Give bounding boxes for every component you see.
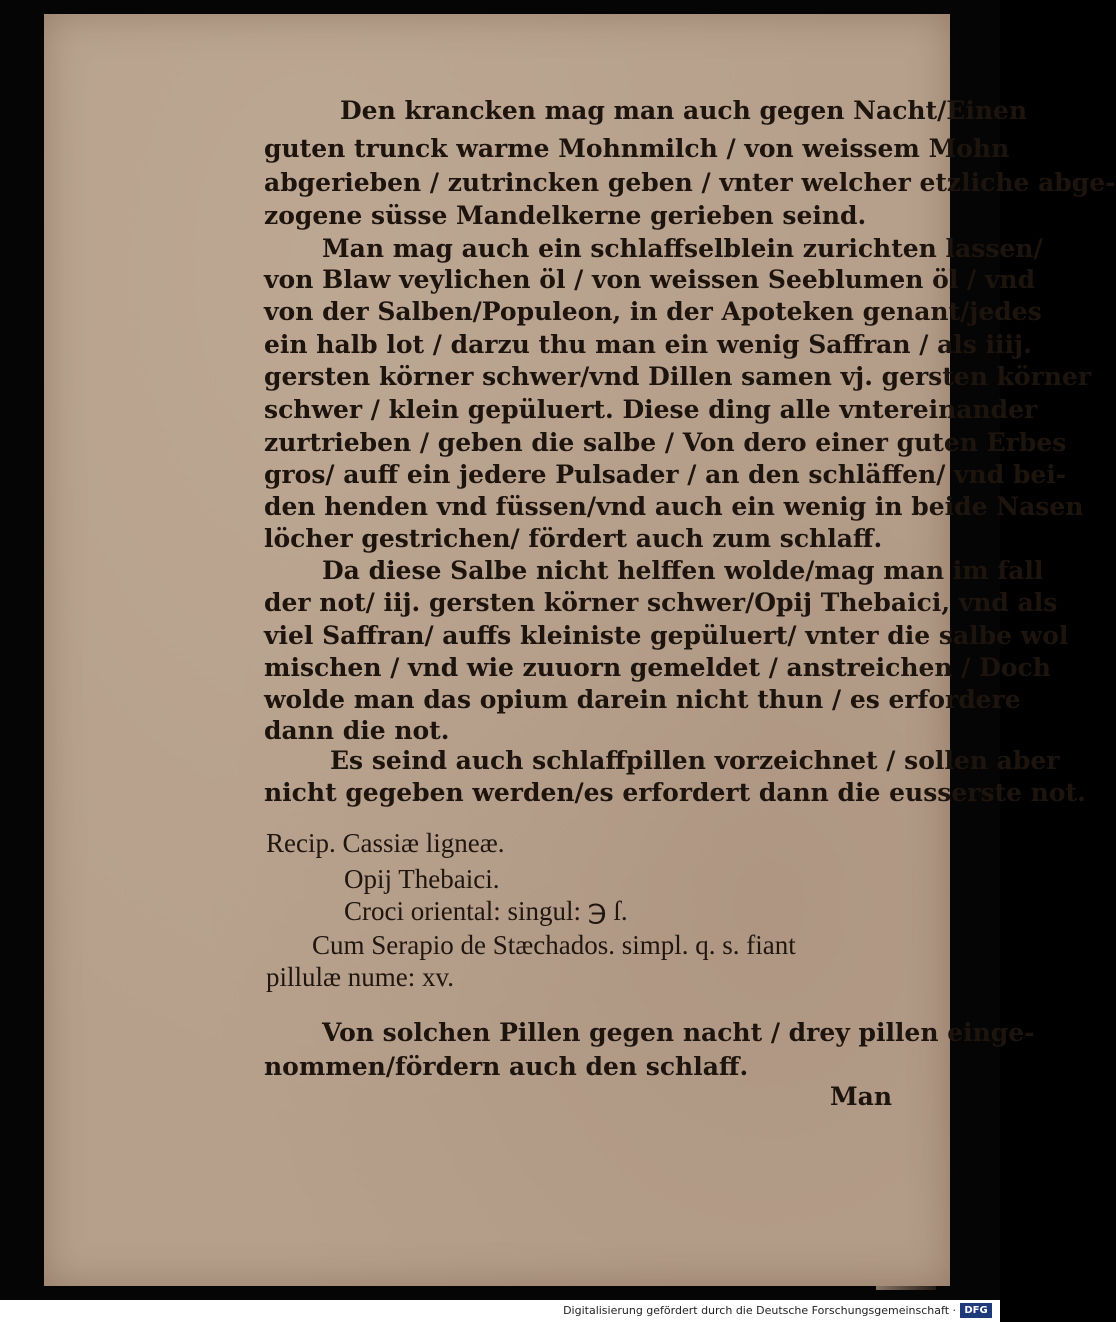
- recipe-line: pillulæ nume: xv.: [266, 962, 454, 992]
- recipe-line: Cum Serapio de Stæchados. simpl. q. s. fiant: [312, 930, 796, 960]
- text-line: Da diese Salbe nicht helffen wolde/mag man im fall: [322, 556, 1044, 585]
- text-line: Den krancken mag man auch gegen Nacht/Einen: [340, 96, 1028, 125]
- text-line: nommen/fördern auch den schlaff.: [264, 1052, 749, 1081]
- text-line: den henden vnd füssen/vnd auch ein wenig in beide Nasen: [264, 492, 1084, 521]
- text-line: gros/ auff ein jedere Pulsader / an den schläffen/ vnd bei-: [264, 460, 1067, 489]
- text-line: wolde man das opium darein nicht thun / es erfordere: [264, 685, 1021, 714]
- recipe-line: Recip. Cassiæ ligneæ.: [266, 828, 505, 858]
- footer-bar: [0, 1300, 1000, 1322]
- text-line: von der Salben/Populeon, in der Apoteken genant/jedes: [264, 297, 1042, 326]
- text-line: guten trunck warme Mohnmilch / von weissem Mohn: [264, 134, 1010, 163]
- recipe-line: Croci oriental: singul: ℈ ſ.: [344, 896, 628, 926]
- text-line: von Blaw veylichen öl / von weissen Seeblumen öl / vnd: [264, 265, 1036, 294]
- funding-notice: Digitalisierung gefördert durch die Deutsche Forschungsgemeinschaft ·: [563, 1304, 956, 1317]
- dfg-logo-icon: DFG: [960, 1303, 992, 1318]
- text-line: nicht gegeben werden/es erfordert dann die eusserste not.: [264, 778, 1086, 807]
- text-line: zurtrieben / geben die salbe / Von dero einer guten Erbes: [264, 428, 1067, 457]
- text-line: zogene süsse Mandelkerne gerieben seind.: [264, 201, 867, 230]
- text-line: ein halb lot / darzu thu man ein wenig Saffran / als iiij.: [264, 330, 1032, 359]
- text-line: abgerieben / zutrincken geben / vnter welcher etzliche abge-: [264, 168, 1116, 197]
- text-line: schwer / klein gepüluert. Diese ding alle vntereinander: [264, 395, 1038, 424]
- text-line: der not/ iij. gersten körner schwer/Opij Thebaici, vnd als: [264, 588, 1058, 617]
- text-line: mischen / vnd wie zuuorn gemeldet / anstreichen / Doch: [264, 653, 1051, 682]
- text-line: löcher gestrichen/ fördert auch zum schlaff.: [264, 524, 883, 553]
- text-line: viel Saffran/ auffs kleiniste gepüluert/ vnter die salbe wol: [264, 621, 1069, 650]
- recipe-line: Opij Thebaici.: [344, 864, 500, 894]
- text-line: dann die not.: [264, 716, 450, 745]
- catchword: Man: [830, 1082, 893, 1111]
- text-line: gersten körner schwer/vnd Dillen samen vj. gersten körner: [264, 362, 1092, 391]
- text-line: Es seind auch schlaffpillen vorzeichnet / sollen aber: [330, 746, 1060, 775]
- text-line: Man mag auch ein schlaffselblein zurichten lassen/: [322, 234, 1043, 263]
- text-line: Von solchen Pillen gegen nacht / drey pillen einge-: [322, 1018, 1035, 1047]
